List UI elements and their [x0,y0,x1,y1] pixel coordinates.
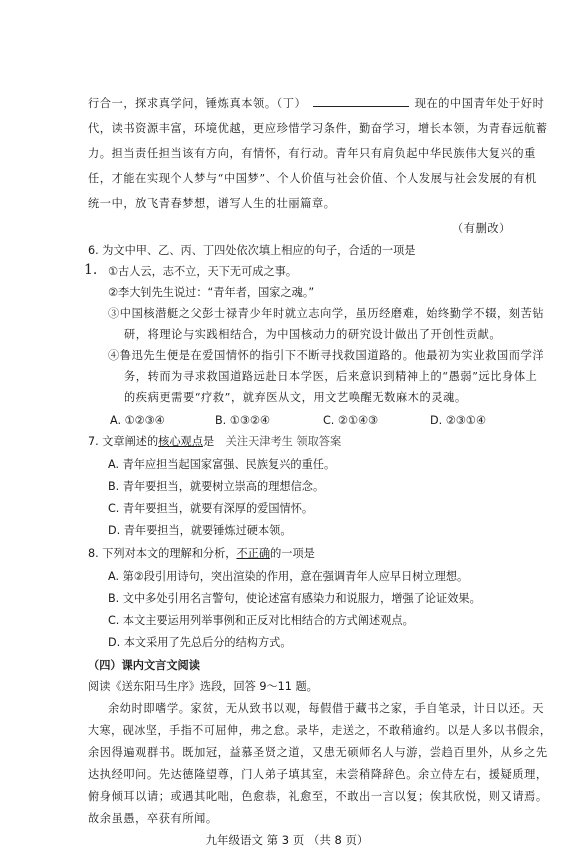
classical-line-1: 余幼时即嗜学。家贫，无从致书以观，每假借于藏书之家，手自笔录，计日以还。天 [108,702,545,715]
q7-choice-c[interactable]: C. 青年要担当，就要有深厚的爱国情怀。 [108,502,314,515]
q6-choice-b[interactable]: B. ①③②④ [215,414,270,427]
section-heading: （四）课内文言文阅读 [88,659,200,672]
classical-line-3: 余因得遍观群书。既加冠，益慕圣贤之道，又患无硕师名人与游，尝趋百里外，从乡之先 [88,746,548,759]
q8-stem [88,546,315,561]
q7-stem-suffix: 是 [202,435,215,448]
q8-stem-suffix: 的一项是 [270,547,315,560]
q6-option-2: ②李大钊先生说过：“青年者，国家之魂。” [108,286,315,299]
q6-option-3a: ③中国核潜艇之父彭士禄青少年时就立志向学，虽历经磨难，始终勤学不辍，刻苦钻 [108,307,545,320]
passage-line-3: 力。担当责任担当该有方向，有情怀，有行动。青年只有肩负起中华民族伟大复兴的重 [88,147,536,160]
passage-line-1 [88,96,544,111]
q8-stem-emphasis: 不正确 [236,547,271,560]
q7-overlay-text: 关注天津考生 领取答案 [225,435,342,448]
q7-stem [88,434,341,449]
q8-choice-d[interactable]: D. 本文采用了先总后分的结构方式。 [108,636,292,649]
q6-choice-c[interactable]: C. ②①④③ [323,414,379,427]
source-note: （有删改） [452,222,511,235]
page-footer: 九年级语文 第 3 页 （共 8 页） [205,833,369,847]
q8-stem-prefix: 8. 下列对本文的理解和分析， [88,547,237,560]
q8-choice-b[interactable]: B. 文中多处引用名言警句，使论述富有感染力和说服力，增强了论证效果。 [108,592,481,605]
classical-line-4: 达执经叩问。先达德隆望尊，门人弟子填其室，未尝稍降辞色。余立侍左右，援疑质理， [88,768,548,781]
passage-line-1-text: 行合一，探求真学问，锤炼真本领。（丁） [88,97,307,110]
passage-line-5: 统一中，放飞青春梦想，谱写人生的壮丽篇章。 [88,197,336,210]
classical-line-2: 大寒，砚冰坚，手指不可屈伸，弗之怠。录毕，走送之，不敢稍逾约。以是人多以书假余， [88,724,552,737]
q6-option-1: ①古人云，志不立，天下无可成之事。 [108,265,298,278]
classical-line-6: 故余虽愚，卒获有所闻。 [88,812,218,825]
q6-stem: 6. 为文中甲、乙、丙、丁四处依次填上相应的句子，合适的一项是 [88,244,416,257]
q6-option-4b: 务，转而为寻求救国道路远赴日本学医，后来意识到精神上的“愚弱”远比身体上 [124,370,538,383]
q6-option-3b: 研，将理论与实践相结合，为中国核动力的研究设计做出了开创性贡献。 [124,328,502,341]
q8-choice-a[interactable]: A. 第②段引用诗句，突出渲染的作用，意在强调青年人应早日树立理想。 [108,570,469,583]
q6-choice-d[interactable]: D. ②③①④ [430,414,486,427]
q6-option-4a: ④鲁迅先生便是在爱国情怀的指引下不断寻找救国道路的。他最初为实业救国而学洋 [108,349,545,362]
passage-line-4: 任，才能在实现个人梦与“中国梦”、个人价值与社会价值、个人发展与社会发展的有机 [88,172,537,185]
q7-choice-a[interactable]: A. 青年应担当起国家富强、民族复兴的重任。 [108,458,336,471]
q7-choice-d[interactable]: D. 青年要担当，就要锤炼过硬本领。 [108,524,292,537]
passage-line-2: 代，读书资源丰富，环境优越，更应珍惜学习条件，勤奋学习，增长本领，为青春远航蓄 [88,122,548,135]
q7-choice-b[interactable]: B. 青年要担当，就要树立崇高的理想信念。 [108,480,325,493]
q6-choice-a[interactable]: A. ①②③④ [110,414,165,427]
classical-line-5: 俯身倾耳以请；或遇其叱咄，色愈恭，礼愈至，不敢出一言以复；俟其欣悦，则又请焉。 [88,790,548,803]
q8-choice-c[interactable]: C. 本文主要运用列举事例和正反对比相结合的方式阐述观点。 [108,614,414,627]
pen-mark-icon: 1. [84,262,98,278]
answer-blank-ding[interactable] [313,96,409,107]
passage-line-1-tail: 现在的中国青年处于好时 [414,97,545,110]
q6-option-4c: 的疾病更需要“疗救”，就弃医从文，用文艺唤醒无数麻木的灵魂。 [124,391,467,404]
q7-stem-prefix: 7. 文章阐述的 [88,435,159,448]
section-intro: 阅读《送东阳马生序》选段，回答 9～11 题。 [88,680,318,693]
q7-stem-emphasis: 核心观点 [158,435,203,448]
